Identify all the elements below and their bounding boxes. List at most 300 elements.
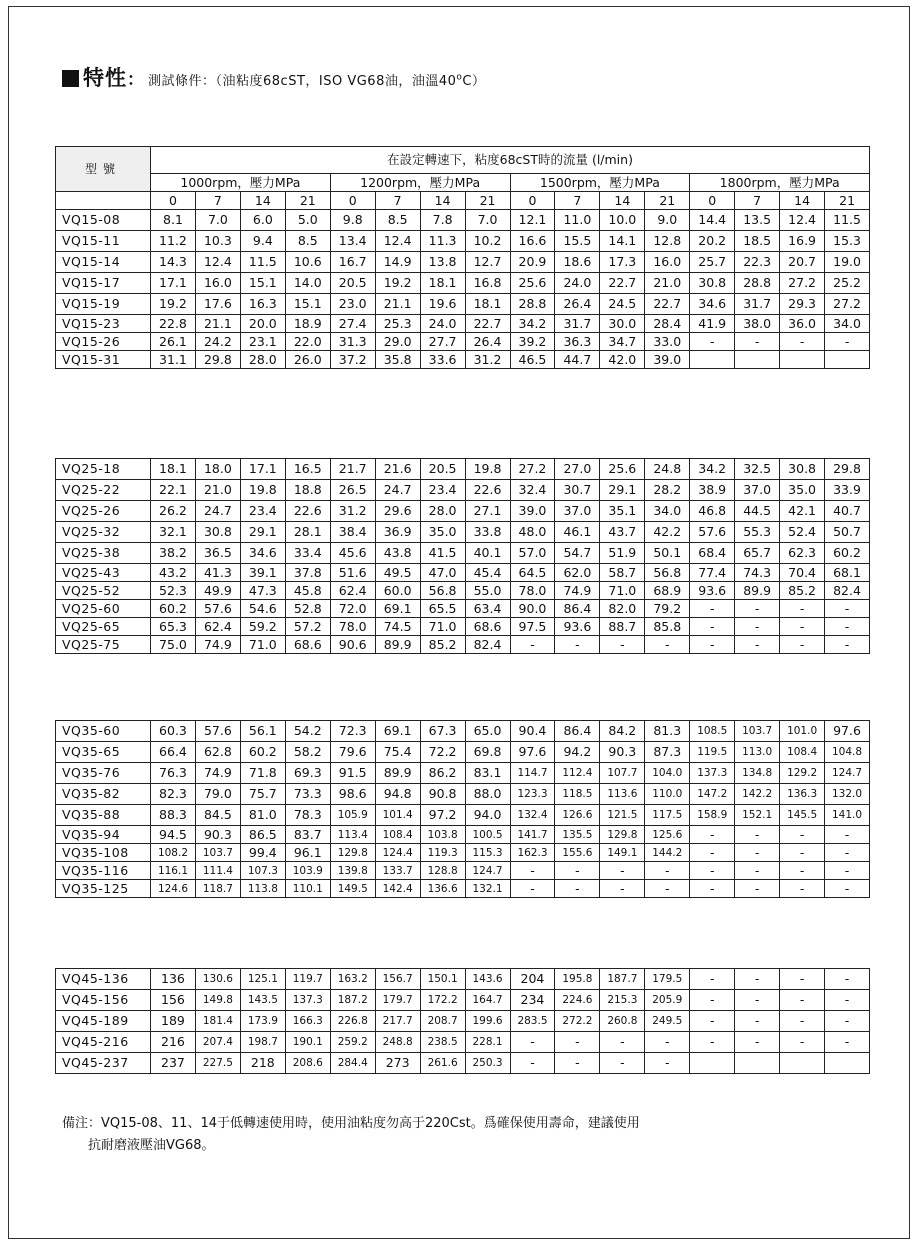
flow-value-cell: 50.7 [825,522,870,543]
flow-value-cell: 69.1 [375,600,420,618]
flow-value-cell: - [780,636,825,654]
flow-value-cell: - [780,826,825,844]
flow-value-cell: 158.9 [690,805,735,826]
flow-value-cell: - [780,600,825,618]
flow-value-cell: 32.1 [151,522,196,543]
flow-value-cell: 75.7 [240,784,285,805]
flow-value-cell: 29.8 [825,459,870,480]
degree-mark: o [456,72,463,83]
flow-value-cell: 25.7 [690,252,735,273]
flow-value-cell: 66.4 [151,742,196,763]
flow-value-cell: - [690,636,735,654]
flow-value-cell: 18.1 [420,273,465,294]
flow-value-cell: 60.3 [151,721,196,742]
flow-value-cell: - [735,990,780,1011]
flow-value-cell: 28.2 [645,480,690,501]
flow-value-cell [735,351,780,369]
flow-value-cell: 30.8 [780,459,825,480]
flow-value-cell: 129.8 [330,844,375,862]
flow-table-vq35 [55,720,870,898]
flow-value-cell: 20.5 [330,273,375,294]
flow-value-cell: 115.3 [465,844,510,862]
flow-value-cell: 17.3 [600,252,645,273]
flow-value-cell: 260.8 [600,1011,645,1032]
flow-value-cell: 94.0 [465,805,510,826]
rpm-group-1000: 1000rpm，壓力MPa [151,174,331,192]
flow-value-cell: 35.0 [780,480,825,501]
flow-value-cell: 55.0 [465,582,510,600]
remark-line-2: 抗耐磨液壓油VG68。 [88,1138,215,1153]
model-cell: VQ45-156 [56,990,151,1011]
flow-value-cell: 22.8 [151,315,196,333]
model-cell: VQ15-14 [56,252,151,273]
flow-value-cell: 60.0 [375,582,420,600]
flow-value-cell: 103.9 [285,862,330,880]
model-cell: VQ45-136 [56,969,151,990]
flow-value-cell: 46.8 [690,501,735,522]
flow-value-cell: 90.6 [330,636,375,654]
flow-value-cell: - [780,618,825,636]
model-cell: VQ25-60 [56,600,151,618]
flow-value-cell: 16.0 [645,252,690,273]
flow-value-cell: 11.2 [151,231,196,252]
flow-value-cell: 20.0 [240,315,285,333]
flow-value-cell: 189 [151,1011,196,1032]
flow-value-cell: 65.3 [151,618,196,636]
flow-value-cell: 62.4 [195,618,240,636]
flow-value-cell: 27.2 [825,294,870,315]
flow-value-cell: 35.0 [420,522,465,543]
flow-value-cell: 9.0 [645,210,690,231]
flow-value-cell: - [825,990,870,1011]
flow-value-cell: - [555,636,600,654]
flow-value-cell: 259.2 [330,1032,375,1053]
flow-value-cell: - [735,1011,780,1032]
flow-value-cell: 26.4 [465,333,510,351]
flow-value-cell: 55.3 [735,522,780,543]
flow-value-cell: 111.4 [195,862,240,880]
flow-value-cell: 35.8 [375,351,420,369]
flow-value-cell: 16.6 [510,231,555,252]
flow-value-cell: - [600,862,645,880]
flow-value-cell: 26.5 [330,480,375,501]
flow-value-cell: 19.6 [420,294,465,315]
flow-value-cell: 10.2 [465,231,510,252]
flow-value-cell: 101.0 [780,721,825,742]
flow-value-cell: 90.0 [510,600,555,618]
flow-value-cell: 250.3 [465,1053,510,1074]
flow-value-cell: - [780,1011,825,1032]
flow-value-cell: 24.2 [195,333,240,351]
flow-value-cell: 136.3 [780,784,825,805]
flow-value-cell: 129.2 [780,763,825,784]
flow-value-cell: 136.6 [420,880,465,898]
flow-value-cell: - [690,844,735,862]
flow-value-cell: - [510,1032,555,1053]
flow-value-cell: 13.4 [330,231,375,252]
flow-value-cell: 163.2 [330,969,375,990]
flow-value-cell: 227.5 [195,1053,240,1074]
flow-value-cell: 224.6 [555,990,600,1011]
flow-value-cell: 190.1 [285,1032,330,1053]
flow-value-cell [735,1053,780,1074]
model-cell: VQ35-94 [56,826,151,844]
flow-value-cell: 90.3 [195,826,240,844]
flow-value-cell: 83.1 [465,763,510,784]
flow-value-cell: 33.0 [645,333,690,351]
flow-value-cell: 89.9 [375,763,420,784]
pressure-header-cell: 21 [285,192,330,210]
flow-value-cell: 215.3 [600,990,645,1011]
flow-value-cell: 20.9 [510,252,555,273]
flow-value-cell: 90.3 [600,742,645,763]
flow-value-cell: 13.8 [420,252,465,273]
pressure-header-cell: 14 [780,192,825,210]
flow-value-cell: 72.3 [330,721,375,742]
flow-value-cell: 68.1 [825,564,870,582]
flow-value-cell: 23.1 [240,333,285,351]
pressure-header-cell: 0 [690,192,735,210]
flow-value-cell: 14.0 [285,273,330,294]
flow-value-cell: 36.0 [780,315,825,333]
flow-value-cell: 19.2 [375,273,420,294]
model-cell: VQ15-08 [56,210,151,231]
flow-value-cell: 142.4 [375,880,420,898]
flow-value-cell: 29.0 [375,333,420,351]
flow-value-cell: - [510,880,555,898]
flow-value-cell: 22.7 [645,294,690,315]
table-row [56,294,870,315]
square-bullet-icon [62,70,79,87]
model-cell: VQ45-216 [56,1032,151,1053]
test-condition [148,74,485,89]
flow-value-cell: 86.4 [555,721,600,742]
flow-value-cell: 82.4 [825,582,870,600]
flow-value-cell: 86.5 [240,826,285,844]
flow-value-cell: 149.8 [195,990,240,1011]
flow-value-cell: 42.1 [780,501,825,522]
flow-value-cell: 97.5 [510,618,555,636]
table-row [56,862,870,880]
flow-value-cell: 60.2 [240,742,285,763]
flow-value-cell: 119.3 [420,844,465,862]
flow-value-cell: 45.8 [285,582,330,600]
flow-value-cell: 62.8 [195,742,240,763]
flow-value-cell: - [735,636,780,654]
flow-value-cell: 24.7 [375,480,420,501]
flow-value-cell: - [780,862,825,880]
flow-value-cell: 17.6 [195,294,240,315]
flow-value-cell: 37.2 [330,351,375,369]
model-cell: VQ45-189 [56,1011,151,1032]
table-row [56,969,870,990]
pressure-header-cell: 14 [420,192,465,210]
flow-value-cell: 234 [510,990,555,1011]
flow-value-cell: 27.2 [510,459,555,480]
flow-value-cell: 52.4 [780,522,825,543]
flow-value-cell: 18.9 [285,315,330,333]
section-title-colon: ： [127,70,144,90]
flow-value-cell: 71.8 [240,763,285,784]
flow-value-cell: 84.2 [600,721,645,742]
flow-value-cell: 27.4 [330,315,375,333]
flow-value-cell: 56.1 [240,721,285,742]
flow-value-cell: - [825,618,870,636]
flow-value-cell: 112.4 [555,763,600,784]
flow-value-cell: 65.0 [465,721,510,742]
flow-value-cell: 58.7 [600,564,645,582]
flow-value-cell: 29.8 [195,351,240,369]
table-row [56,1011,870,1032]
flow-value-cell: 54.6 [240,600,285,618]
flow-value-cell: 31.2 [465,351,510,369]
flow-value-cell: 93.6 [555,618,600,636]
flow-value-cell: 237 [151,1053,196,1074]
flow-value-cell: 59.2 [240,618,285,636]
flow-value-cell: 12.7 [465,252,510,273]
flow-value-cell: - [555,862,600,880]
model-cell: VQ45-237 [56,1053,151,1074]
flow-value-cell: 88.0 [465,784,510,805]
flow-value-cell: 26.0 [285,351,330,369]
pressure-header-cell: 21 [645,192,690,210]
flow-value-cell: 69.1 [375,721,420,742]
flow-value-cell: 24.5 [600,294,645,315]
flow-value-cell: 11.5 [825,210,870,231]
flow-value-cell: 45.4 [465,564,510,582]
model-cell: VQ15-23 [56,315,151,333]
table-row [56,742,870,763]
flow-value-cell: 25.6 [510,273,555,294]
flow-value-cell: 57.2 [285,618,330,636]
flow-value-cell: 34.0 [825,315,870,333]
flow-value-cell: 68.9 [645,582,690,600]
flow-value-cell: 89.9 [375,636,420,654]
flow-value-cell: 14.4 [690,210,735,231]
flow-value-cell: - [825,844,870,862]
flow-value-cell: 26.2 [151,501,196,522]
flow-value-cell: 37.0 [735,480,780,501]
flow-value-cell: 71.0 [420,618,465,636]
table-row [56,543,870,564]
flow-value-cell: 21.1 [375,294,420,315]
flow-value-cell: 20.5 [420,459,465,480]
flow-value-cell: 162.3 [510,844,555,862]
flow-value-cell: 84.5 [195,805,240,826]
flow-value-cell: 27.1 [465,501,510,522]
flow-value-cell: 62.3 [780,543,825,564]
flow-value-cell: 34.6 [690,294,735,315]
flow-value-cell: 105.9 [330,805,375,826]
pressure-header-cell: 7 [735,192,780,210]
flow-value-cell: 74.9 [555,582,600,600]
flow-value-cell: 126.6 [555,805,600,826]
flow-value-cell: 113.4 [330,826,375,844]
flow-value-cell: - [735,600,780,618]
flow-value-cell: 12.4 [375,231,420,252]
flow-value-cell: 43.8 [375,543,420,564]
flow-value-cell: 29.3 [780,294,825,315]
flow-value-cell: 51.6 [330,564,375,582]
flow-value-cell: 12.4 [195,252,240,273]
flow-value-cell: 142.2 [735,784,780,805]
rpm-group-1800: 1800rpm，壓力MPa [690,174,870,192]
flow-value-cell: 26.1 [151,333,196,351]
flow-value-cell: 68.4 [690,543,735,564]
flow-value-cell: 8.1 [151,210,196,231]
rpm-group-1500: 1500rpm，壓力MPa [510,174,690,192]
flow-value-cell: 16.0 [195,273,240,294]
flow-table-vq25 [55,458,870,654]
flow-value-cell: 82.3 [151,784,196,805]
remark-line-1: 備注：VQ15-08、11、14于低轉速使用時，使用油粘度勿高于220Cst。爲確保使用壽命，建議使用 [62,1116,640,1131]
pressure-header-cell: 21 [465,192,510,210]
table-row [56,805,870,826]
flow-value-cell: 57.6 [195,600,240,618]
flow-value-cell: 143.6 [465,969,510,990]
flow-value-cell: 34.2 [690,459,735,480]
flow-value-cell: 114.7 [510,763,555,784]
flow-value-cell: 39.2 [510,333,555,351]
flow-value-cell: 31.7 [555,315,600,333]
flow-value-cell: 98.6 [330,784,375,805]
flow-value-cell: 18.6 [555,252,600,273]
flow-value-cell: 284.4 [330,1053,375,1074]
flow-value-cell: 133.7 [375,862,420,880]
flow-value-cell: 141.7 [510,826,555,844]
flow-value-cell: 48.0 [510,522,555,543]
flow-value-cell: - [735,826,780,844]
flow-value-cell: - [735,844,780,862]
flow-value-cell: 67.3 [420,721,465,742]
flow-value-cell: 141.0 [825,805,870,826]
flow-value-cell: 128.8 [420,862,465,880]
flow-value-cell: 118.5 [555,784,600,805]
flow-value-cell: 116.1 [151,862,196,880]
table-row [56,990,870,1011]
flow-value-cell: 25.6 [600,459,645,480]
pressure-header-cell: 0 [151,192,196,210]
section-heading [62,62,485,92]
flow-value-cell: 283.5 [510,1011,555,1032]
table-row [56,618,870,636]
flow-value-cell: 195.8 [555,969,600,990]
flow-value-cell: 129.8 [600,826,645,844]
flow-value-cell: 39.0 [510,501,555,522]
table-row [56,522,870,543]
flow-value-cell: 75.0 [151,636,196,654]
flow-value-cell: 65.7 [735,543,780,564]
flow-value-cell: 22.6 [465,480,510,501]
flow-value-cell: 21.0 [195,480,240,501]
table-row [56,252,870,273]
flow-value-cell: 113.8 [240,880,285,898]
flow-value-cell: 164.7 [465,990,510,1011]
flow-value-cell: 63.4 [465,600,510,618]
table-row [56,315,870,333]
flow-value-cell: 74.5 [375,618,420,636]
flow-value-cell: 22.0 [285,333,330,351]
table-row [56,480,870,501]
flow-value-cell: 135.5 [555,826,600,844]
test-condition-suffix: C） [462,74,486,89]
flow-value-cell: 17.1 [151,273,196,294]
flow-value-cell: 103.8 [420,826,465,844]
flow-value-cell: 79.0 [195,784,240,805]
flow-value-cell: 41.3 [195,564,240,582]
flow-value-cell: - [825,826,870,844]
flow-value-cell: 97.2 [420,805,465,826]
flow-value-cell: 226.8 [330,1011,375,1032]
flow-value-cell: 88.7 [600,618,645,636]
flow-value-cell: 52.3 [151,582,196,600]
flow-value-cell: 143.5 [240,990,285,1011]
flow-value-cell: 228.1 [465,1032,510,1053]
flow-value-cell: - [825,880,870,898]
flow-value-cell: 204 [510,969,555,990]
flow-value-cell: 47.3 [240,582,285,600]
flow-value-cell: 93.6 [690,582,735,600]
flow-value-cell: 43.2 [151,564,196,582]
flow-value-cell: 10.3 [195,231,240,252]
flow-value-cell: 12.4 [780,210,825,231]
flow-value-cell: 97.6 [510,742,555,763]
table-row [56,231,870,252]
flow-value-cell: 45.6 [330,543,375,564]
flow-value-cell: 16.9 [780,231,825,252]
flow-value-cell: 130.6 [195,969,240,990]
flow-value-cell: 156 [151,990,196,1011]
flow-value-cell: 49.9 [195,582,240,600]
test-condition-prefix: 測試條件：（油粘度68cST，ISO VG68油，油溫40 [148,74,457,89]
flow-value-cell: 44.7 [555,351,600,369]
flow-value-cell: - [600,636,645,654]
flow-value-cell: 34.2 [510,315,555,333]
flow-value-cell: - [780,333,825,351]
model-cell: VQ25-22 [56,480,151,501]
table-row [56,763,870,784]
flow-value-cell: 22.7 [600,273,645,294]
flow-value-cell: - [825,862,870,880]
flow-value-cell: - [780,844,825,862]
flow-value-cell: 51.9 [600,543,645,564]
flow-value-cell: 81.3 [645,721,690,742]
flow-value-cell: 65.5 [420,600,465,618]
flow-value-cell: - [600,880,645,898]
flow-value-cell: 97.6 [825,721,870,742]
flow-value-cell: 22.7 [465,315,510,333]
flow-value-cell: 74.3 [735,564,780,582]
flow-value-cell: 8.5 [375,210,420,231]
flow-value-cell: 28.8 [510,294,555,315]
flow-value-cell: 68.6 [465,618,510,636]
flow-value-cell: 78.0 [510,582,555,600]
flow-value-cell: 27.2 [780,273,825,294]
model-cell: VQ25-26 [56,501,151,522]
flow-value-cell: 31.3 [330,333,375,351]
flow-value-cell: 187.2 [330,990,375,1011]
flow-value-cell: 73.3 [285,784,330,805]
flow-value-cell: 22.3 [735,252,780,273]
flow-value-cell: 19.2 [151,294,196,315]
model-cell: VQ15-17 [56,273,151,294]
flow-value-cell: - [780,880,825,898]
flow-value-cell: 77.4 [690,564,735,582]
table-row [56,501,870,522]
flow-value-cell: 18.1 [151,459,196,480]
model-cell: VQ25-65 [56,618,151,636]
flow-value-cell: 30.8 [195,522,240,543]
